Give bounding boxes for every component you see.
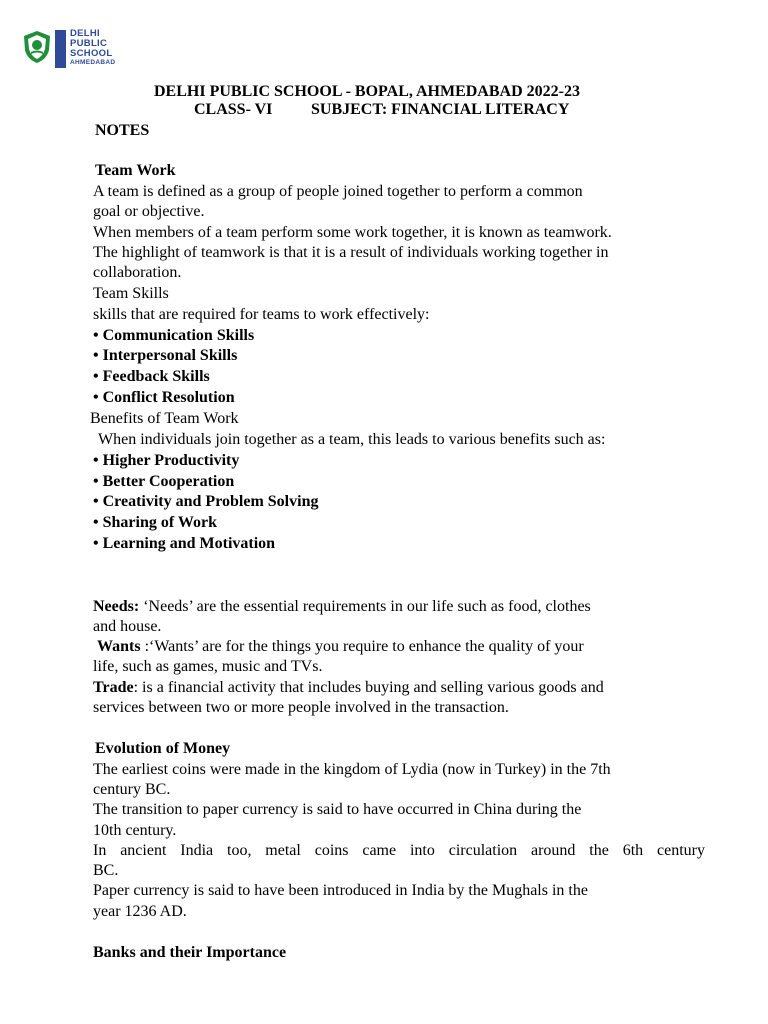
wants-label: Wants: [97, 638, 141, 655]
logo-band: [55, 30, 66, 68]
logo-word: SCHOOL: [70, 48, 113, 59]
paragraph-line: When individuals join together as a team, this leads to various benefits such as:: [98, 431, 606, 448]
trade-definition: [93, 678, 604, 698]
subheading-benefits: Benefits of Team Work: [90, 410, 239, 427]
class-label: CLASS- VI: [194, 101, 273, 118]
trade-text: : is a financial activity that includes buying and selling various goods and: [133, 679, 604, 696]
paragraph-line: In ancient India too, metal coins came into circulation around the 6th century: [93, 842, 705, 859]
list-item: • Better Cooperation: [93, 473, 235, 490]
list-item: • Communication Skills: [93, 327, 255, 344]
paragraph-line: BC.: [93, 862, 119, 879]
needs-label: Needs:: [93, 598, 140, 615]
needs-text: ‘Needs’ are the essential requirements in our life such as food, clothes: [139, 598, 591, 615]
paragraph-line: century BC.: [93, 781, 171, 798]
list-item: • Sharing of Work: [93, 514, 217, 531]
list-item: • Interpersonal Skills: [93, 347, 238, 364]
wants-definition: [97, 637, 584, 657]
document-title: DELHI PUBLIC SCHOOL - BOPAL, AHMEDABAD 2022-23: [154, 83, 580, 100]
paragraph-line: When members of a team perform some work together, it is known as teamwork.: [93, 224, 612, 241]
logo-text: [70, 29, 115, 67]
paragraph-line: and house.: [93, 618, 162, 635]
subheading-team-skills: Team Skills: [93, 285, 169, 302]
section-heading-banks: Banks and their Importance: [93, 944, 287, 961]
logo-city: AHMEDABAD: [70, 59, 116, 66]
logo-word: PUBLIC: [70, 38, 108, 49]
list-item: • Creativity and Problem Solving: [93, 493, 319, 510]
paragraph-line: 10th century.: [93, 822, 177, 839]
needs-definition: [93, 597, 591, 617]
section-heading-teamwork: Team Work: [95, 162, 176, 179]
list-item: • Feedback Skills: [93, 368, 210, 385]
list-item: • Higher Productivity: [93, 452, 240, 469]
logo-word: DELHI: [70, 28, 100, 39]
school-logo: [22, 26, 114, 70]
paragraph-line: year 1236 AD.: [93, 903, 187, 920]
paragraph-line: The transition to paper currency is said to have occurred in China during the: [93, 801, 582, 818]
paragraph-line: skills that are required for teams to work effectively:: [93, 306, 430, 323]
paragraph-line: The earliest coins were made in the kingdom of Lydia (now in Turkey) in the 7th: [93, 761, 611, 778]
paragraph-line: goal or objective.: [93, 203, 205, 220]
paragraph-line: The highlight of teamwork is that it is a result of individuals working together in: [93, 244, 609, 261]
notes-label: NOTES: [95, 122, 150, 139]
section-heading-money: Evolution of Money: [95, 740, 231, 757]
paragraph-line: collaboration.: [93, 264, 182, 281]
paragraph-line: life, such as games, music and TVs.: [93, 658, 323, 675]
list-item: • Conflict Resolution: [93, 389, 235, 406]
paragraph-line: services between two or more people involved in the transaction.: [93, 699, 509, 716]
paragraph-line: Paper currency is said to have been introduced in India by the Mughals in the: [93, 882, 588, 899]
paragraph-line: A team is defined as a group of people joined together to perform a common: [93, 183, 583, 200]
trade-label: Trade: [93, 679, 134, 696]
list-item: • Learning and Motivation: [93, 535, 276, 552]
school-crest-icon: [22, 30, 52, 64]
subject-label: SUBJECT: FINANCIAL LITERACY: [311, 101, 570, 118]
wants-text: :‘Wants’ are for the things you require to enhance the quality of your: [140, 638, 584, 655]
